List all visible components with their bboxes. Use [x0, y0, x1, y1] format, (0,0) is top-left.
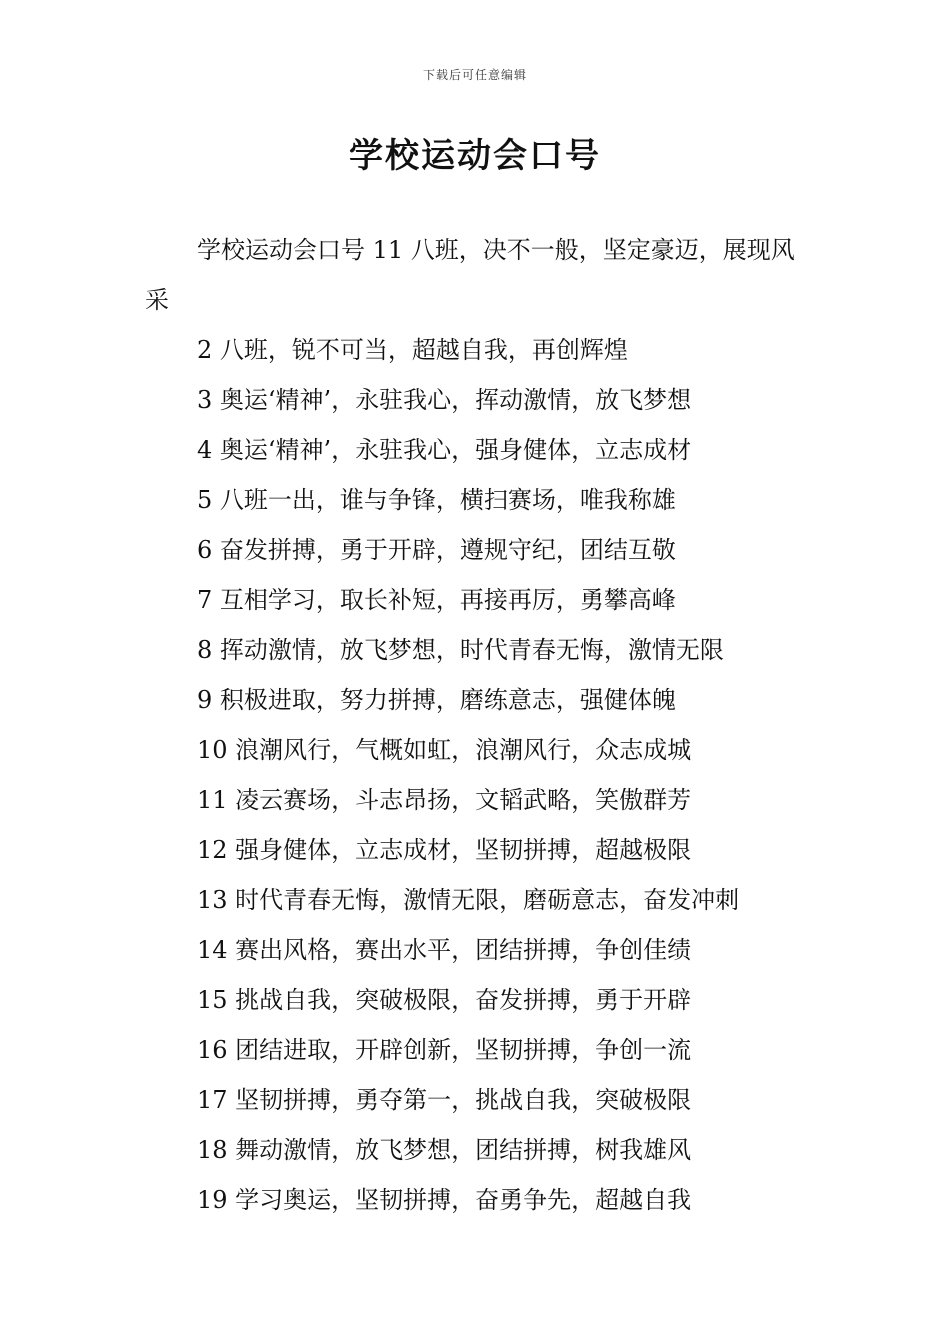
- slogan-line: 10 浪潮风行，气概如虹，浪潮风行，众志成城: [197, 736, 692, 764]
- slogan-line: 2 八班，锐不可当，超越自我，再创辉煌: [197, 336, 628, 364]
- slogan-line: 4 奥运‘精神’，永驻我心，强身健体，立志成材: [197, 436, 692, 464]
- slogan-line: 15 挑战自我，突破极限，奋发拼搏，勇于开辟: [197, 986, 692, 1014]
- slogan-line: 8 挥动激情，放飞梦想，时代青春无悔，激情无限: [197, 636, 724, 664]
- slogan-line: 18 舞动激情，放飞梦想，团结拼搏，树我雄风: [197, 1136, 692, 1164]
- slogan-line: 5 八班一出，谁与争锋，横扫赛场，唯我称雄: [197, 486, 676, 514]
- document-body: [145, 225, 815, 1225]
- slogan-line: 7 互相学习，取长补短，再接再厉，勇攀高峰: [197, 586, 676, 614]
- slogan-line: 12 强身健体，立志成材，坚韧拼搏，超越极限: [197, 836, 692, 864]
- slogan-line: 13 时代青春无悔，激情无限，磨砺意志，奋发冲刺: [197, 886, 740, 914]
- intro-paragraph: 学校运动会口号 11 八班，决不一般，坚定豪迈，展现风采: [145, 236, 795, 314]
- slogan-line: 16 团结进取，开辟创新，坚韧拼搏，争创一流: [197, 1036, 692, 1064]
- page-title: 学校运动会口号: [349, 136, 601, 176]
- slogan-line: 9 积极进取，努力拼搏，磨练意志，强健体魄: [197, 686, 676, 714]
- slogan-line: 17 坚韧拼搏，勇夺第一，挑战自我，突破极限: [197, 1086, 692, 1114]
- slogan-line: 19 学习奥运，坚韧拼搏，奋勇争先，超越自我: [197, 1186, 692, 1214]
- slogan-line: 14 赛出风格，赛出水平，团结拼搏，争创佳绩: [197, 936, 692, 964]
- header-note: 下载后可任意编辑: [422, 68, 527, 82]
- slogan-line: 11 凌云赛场，斗志昂扬，文韬武略，笑傲群芳: [197, 786, 692, 814]
- slogan-line: 3 奥运‘精神’，永驻我心，挥动激情，放飞梦想: [197, 386, 692, 414]
- slogan-line: 6 奋发拼搏，勇于开辟，遵规守纪，团结互敬: [197, 536, 676, 564]
